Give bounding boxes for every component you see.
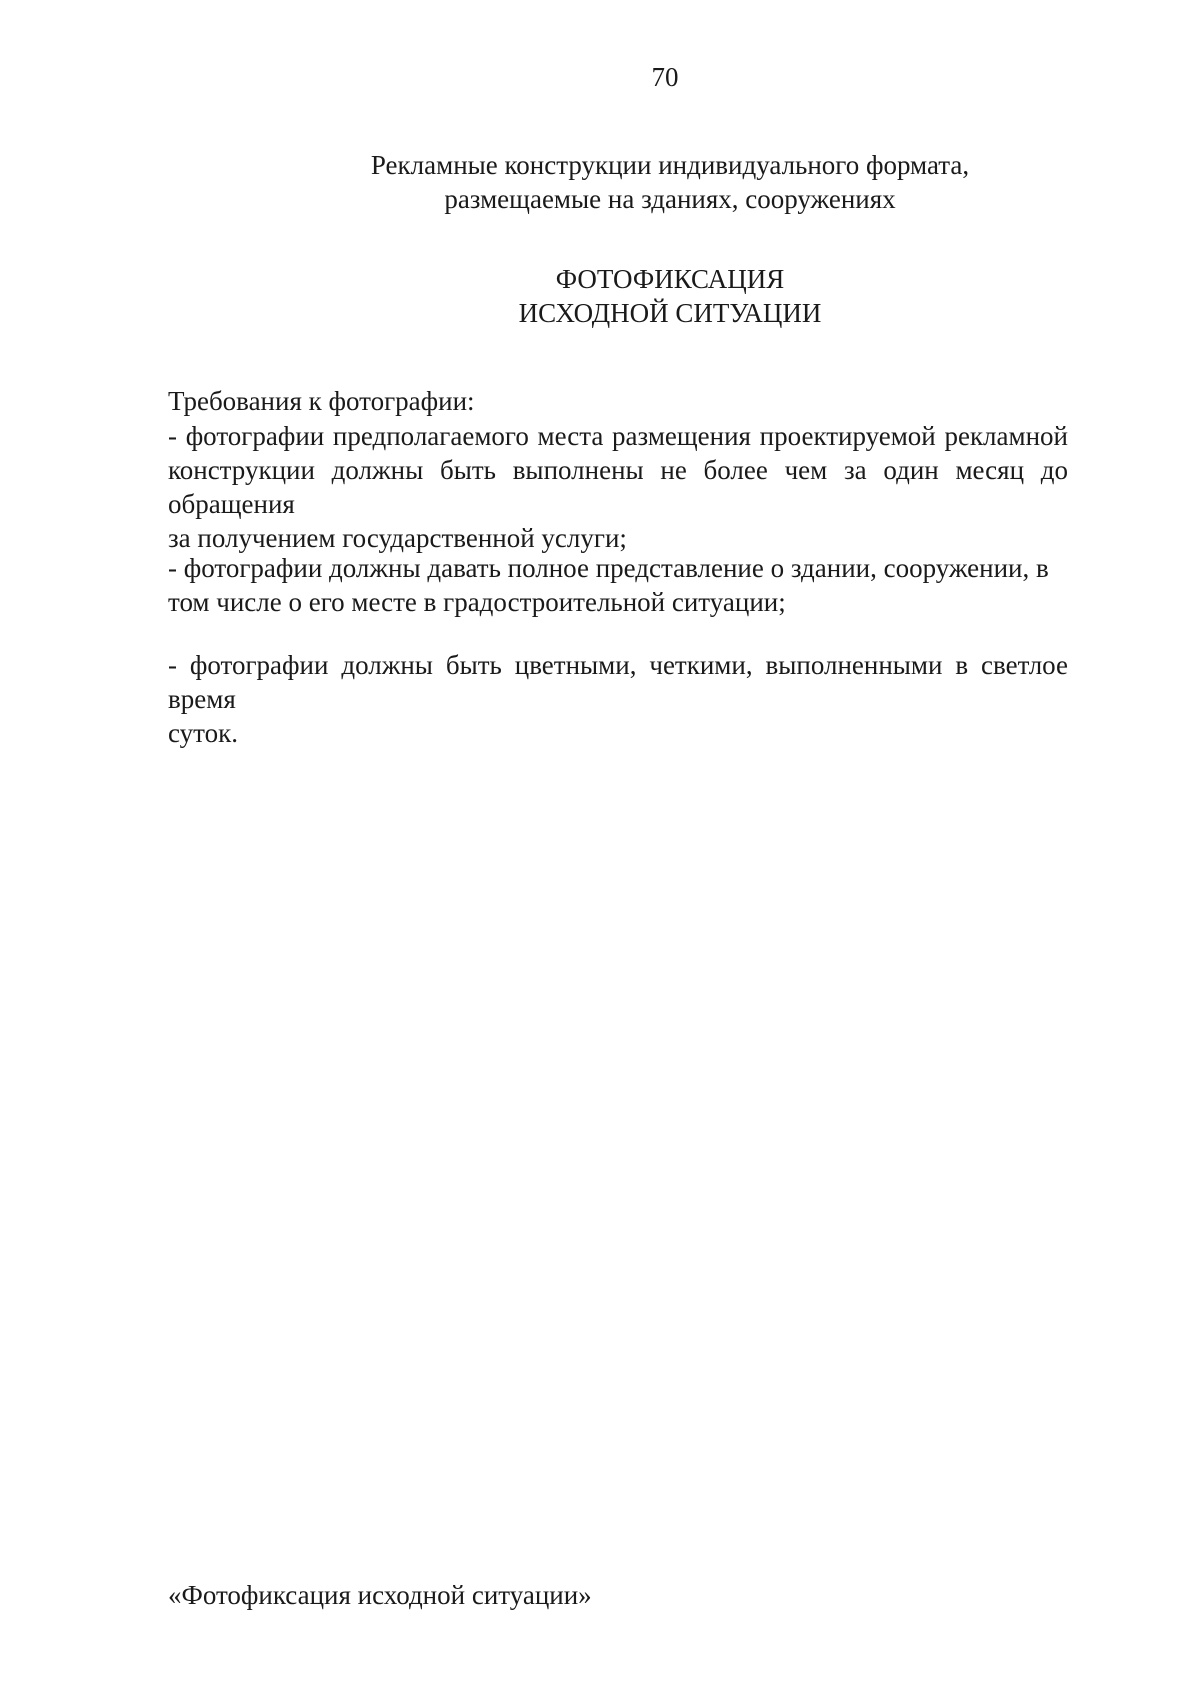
requirement-1-line-1: - фотографии предполагаемого места размещения проектируемой рекламной [168,421,1068,451]
title-line-1: ФОТОФИКСАЦИЯ [555,264,785,294]
requirement-1-line-2: конструкции должны быть выполнены не более чем за один месяц до обращения [168,455,1068,519]
requirement-item-2 [168,551,1068,619]
requirement-3-line-1: - фотографии должны быть цветными, четкими, выполненными в светлое время [168,650,1068,714]
document-subtitle [300,148,1040,216]
title-line-2: ИСХОДНОЙ СИТУАЦИИ [518,298,822,328]
requirement-1-line-3: за получением государственной услуги; [168,523,627,553]
requirement-2-line-1: - фотографии должны давать полное представление о здании, сооружении, в [168,553,1049,583]
document-title [300,262,1040,330]
requirement-3-line-2: суток. [168,718,238,748]
subtitle-line-2: размещаемые на зданиях, сооружениях [444,184,896,214]
footer-caption: «Фотофиксация исходной ситуации» [168,1580,592,1610]
requirement-item-3 [168,648,1068,750]
page-number: 70 [651,62,679,92]
requirement-2-line-2: том числе о его месте в градостроительной ситуации; [168,587,786,617]
subtitle-line-1: Рекламные конструкции индивидуального формата, [370,150,970,180]
requirement-item-1 [168,419,1068,555]
requirements-label: Требования к фотографии: [168,386,475,416]
